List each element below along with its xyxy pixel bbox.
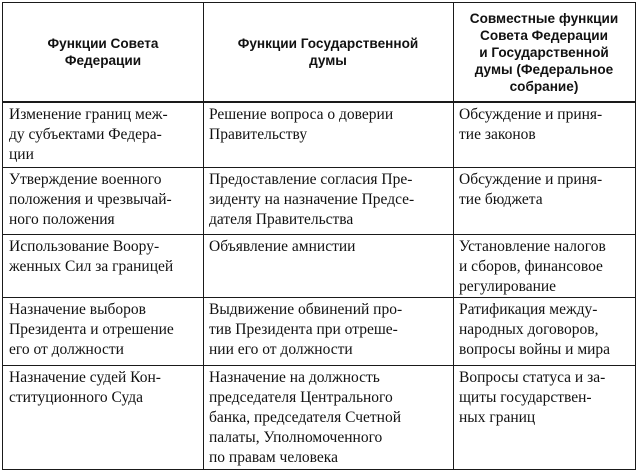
- header-text: Совместные функции Совета Федерации и Государственной думы (Федеральное собрание): [469, 10, 619, 94]
- table-cell: [453, 234, 635, 297]
- table-cell: [3, 167, 203, 234]
- table-cell: [453, 365, 635, 469]
- table-cell: [453, 102, 635, 167]
- header-text: Функции Государственной думы: [237, 36, 419, 68]
- table-cell: [203, 102, 453, 167]
- table-cell: [453, 167, 635, 234]
- table-cell: [203, 297, 453, 365]
- table-cell: [3, 297, 203, 365]
- table-cell: [3, 102, 203, 167]
- cell-text: Обсуждение и приня- тие законов: [459, 106, 603, 143]
- table-cell: [203, 167, 453, 234]
- cell-text: Решение вопроса о доверии Правительству: [209, 106, 394, 143]
- cell-text: Объявление амнистии: [209, 238, 356, 255]
- cell-text: Назначение выборов Президента и отрешение его от должности: [9, 301, 174, 358]
- cell-text: Обсуждение и приня- тие бюджета: [459, 171, 603, 208]
- header-cell-duma: [203, 3, 453, 101]
- table-cell: [3, 234, 203, 297]
- header-cell-joint: [453, 3, 635, 101]
- cell-text: Установление налогов и сборов, финансовое регулирование: [459, 238, 606, 295]
- cell-text: Использование Воору- женных Сил за границей: [9, 238, 174, 275]
- table-cell: [203, 365, 453, 469]
- header-cell-council: [3, 3, 203, 101]
- cell-text: Выдвижение обвинений про- тив Президента при отреше- нии его от должности: [209, 301, 403, 358]
- cell-text: Утверждение военного положения и чрезвычай- ного положения: [9, 171, 172, 228]
- table-cell: [453, 297, 635, 365]
- functions-table: [2, 2, 636, 470]
- cell-text: Изменение границ меж- ду субъектами Федера- ции: [9, 106, 168, 163]
- cell-text: Вопросы статуса и за- щиты государствен- ных границ: [459, 369, 606, 426]
- cell-text: Ратификация между- народных договоров, вопросы войны и мира: [459, 301, 611, 358]
- cell-text: Назначение судей Кон- ституционного Суда: [9, 369, 161, 406]
- cell-text: Предоставление согласия Пре- зиденту на назначение Предсе- дателя Правительства: [209, 171, 415, 228]
- table-cell: [3, 365, 203, 469]
- cell-text: Назначение на должность председателя Центрального банка, председателя Счетной палаты, Уполномоченного по правам человека: [209, 369, 402, 466]
- table-cell: [203, 234, 453, 297]
- header-text: Функции Совета Федерации: [47, 36, 159, 68]
